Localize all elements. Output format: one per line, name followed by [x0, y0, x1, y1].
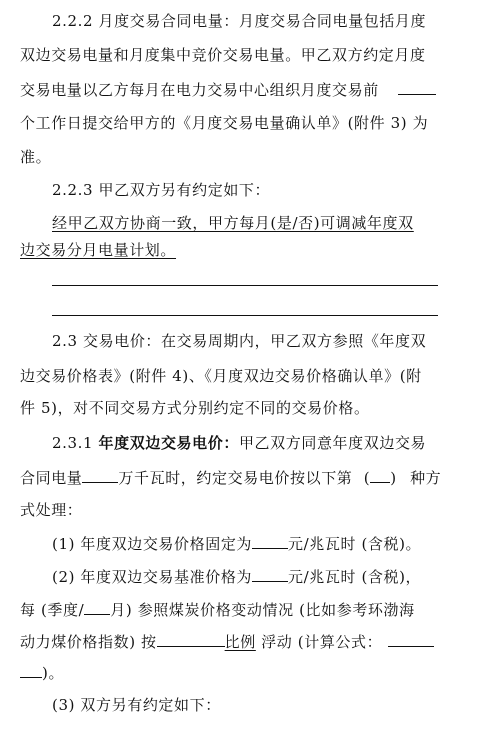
option-2-l4: )。	[42, 664, 65, 682]
s223-line-2: 边交易分月电量计划。	[20, 241, 177, 259]
s231-bold-title: 年度双边交易电价：	[98, 434, 239, 452]
blank-period	[84, 599, 110, 615]
option-1-line	[52, 533, 473, 553]
option-2-line-2	[20, 599, 473, 619]
option-1-a: (1) 年度双边交易价格固定为	[52, 535, 253, 553]
s231-l2-c: (	[363, 469, 371, 487]
blank-formula-cont	[20, 662, 42, 678]
option-2-l3-a: 动力煤价格指数) 按	[20, 633, 157, 651]
s23-line-3: 件 5)，对不同交易方式分别约定不同的交易价格。	[20, 399, 370, 417]
option-2-line-4	[20, 662, 473, 682]
s231-number: 2.3.1	[52, 434, 99, 452]
s231-l2-d: )	[390, 469, 397, 487]
s23-line-1: 2.3 交易电价：在交易周期内，甲乙双方参照《年度双	[52, 332, 427, 350]
s222-line-1: 2.2.2 月度交易合同电量：月度交易合同电量包括月度	[52, 12, 427, 30]
blank-formula	[388, 631, 434, 647]
blank-ratio	[157, 631, 225, 647]
s223-line-1: 经甲乙双方协商一致，甲方每月(是/否)可调减年度双	[52, 214, 414, 232]
blank-fixed-price	[252, 533, 288, 549]
s231-line-1-rest: 甲乙双方同意年度双边交易	[238, 434, 427, 452]
blank-base-price	[252, 566, 288, 582]
option-2-l3-b: 比例	[224, 633, 256, 651]
option-2-l2-b: 月) 参照煤炭价格变动情况 (比如参考环渤海	[110, 601, 415, 619]
s222-line-4: 个工作日提交给甲方的《月度交易电量确认单》(附件 3) 为	[20, 114, 429, 132]
s223-heading: 2.2.3 甲乙双方另有约定如下：	[52, 181, 271, 199]
blank-contract-volume	[82, 467, 118, 483]
s222-line-5: 准。	[20, 148, 52, 166]
s23-line-2: 边交易价格表》(附件 4)、《月度双边交易价格确认单》(附	[20, 367, 422, 385]
option-2-line-3	[20, 631, 473, 651]
option-2-b: 元/兆瓦时 (含税)，	[288, 568, 422, 586]
s222-line-3-text: 交易电量以乙方每月在电力交易中心组织月度交易前	[20, 81, 379, 99]
s231-line-3: 式处理：	[20, 501, 83, 519]
s231-line-2	[20, 467, 473, 487]
option-1-b: 元/兆瓦时 (含税)。	[288, 535, 422, 553]
s231-l2-a: 合同电量	[20, 469, 83, 487]
option-2-l3-c: 浮动 (计算公式：	[261, 633, 383, 651]
s231-line-1	[52, 433, 473, 453]
s222-line-2: 双边交易电量和月度集中竞价交易电量。甲乙双方约定月度	[20, 46, 426, 64]
option-2-line-1	[52, 566, 473, 586]
blank-workdays	[398, 79, 436, 95]
blank-rule-2	[52, 315, 438, 316]
option-2-a: (2) 年度双边交易基准价格为	[52, 568, 253, 586]
blank-rule-1	[52, 285, 438, 286]
s231-l2-e: 种方	[410, 469, 442, 487]
s231-l2-b: 万千瓦时，约定交易电价按以下第	[118, 469, 353, 487]
option-2-l2-a: 每 (季度/	[20, 601, 85, 619]
s222-line-3	[20, 79, 473, 99]
blank-option-choice	[370, 467, 390, 483]
option-3-line: (3) 双方另有约定如下：	[52, 696, 221, 714]
